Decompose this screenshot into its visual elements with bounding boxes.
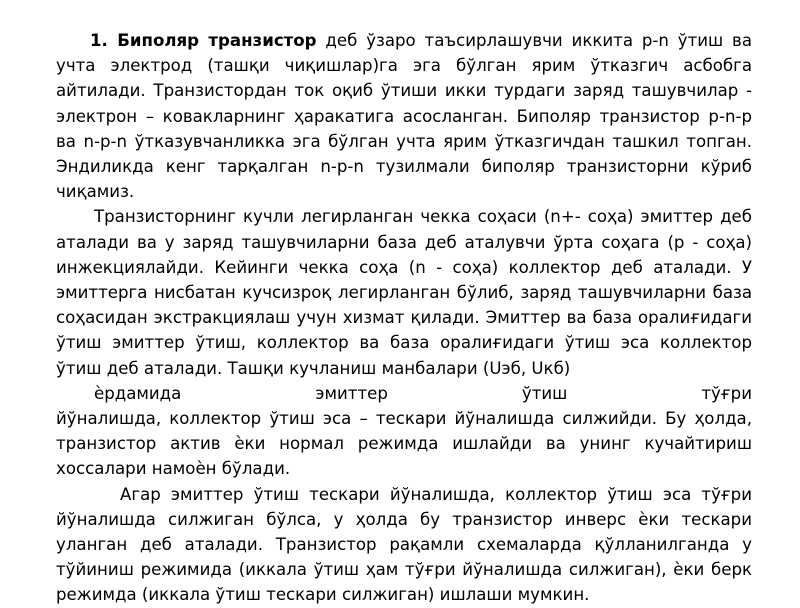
paragraph-modes — [56, 482, 752, 608]
paragraph-modes-text: Агар эмиттер ўтиш тескари йўналишда, коллектор ўтиш эса тўғри йўналишда силжиган бўлса, у ҳолда бу транзистор инверс ѐки тескари уланган деб аталади. Транзистор рақамли схемаларда қўлланилганда у тўйиниш режимида (иккала ўтиш ҳам тўғри йўналишда силжиган), ѐки берк режимда (иккала ўтиш тескари силжиган) ишлаши мумкин. — [56, 484, 752, 605]
paragraph-structure — [56, 204, 752, 481]
document-page — [56, 28, 752, 608]
section-heading: 1. Биполяр транзистор — [90, 31, 317, 50]
paragraph-structure-text: Транзисторнинг кучли легирланган чекка соҳаси (n+- соҳа) эмиттер деб аталади ва у заряд ташувчиларни база деб аталувчи ўрта соҳага (p - соҳа) инжекциялайди. Кейинги чекка соҳа (n - соҳа) коллектор деб аталади. У эмиттерга нисбатан кучсизроқ легирланган бўлиб, заряд ташувчиларни база соҳасидан экстракциялаш учун хизмат қилади. Эмиттер ва база оралиғидаги ўтиш эмиттер ўтиш, коллектор ва база оралиғидаги ўтиш эса коллектор ўтиш деб аталади. Ташқи кучланиш манбалари (Uэб, Uкб) — [56, 207, 752, 378]
paragraph-definition — [56, 28, 752, 204]
paragraph-definition-text: деб ўзаро таъсирлашувчи иккита p-n ўтиш ва учта электрод (ташқи чиқишлар)га эга бўлган ярим ўтказгич асбобга айтилади. Транзистордан ток оқиб ўтиши икки турдаги заряд ташувчилар - электрон – ковакларнинг ҳаракатига асосланган. Биполяр транзистор p-n-p ва n-p-n ўтказувчанликка эга бўлган учта ярим ўтказгичдан ташкил топган. Эндиликда кенг тарқалган n-p-n тузилмали биполяр транзисторни кўриб чиқамиз. — [56, 31, 753, 202]
paragraph-structure-text-end: йўналишда, коллектор ўтиш эса – тескари йўналишда силжийди. Бу ҳолда, транзистор актив ѐки нормал режимда ишлайди ва унинг кучайтириш хоссалари намоѐн бўлади. — [56, 409, 752, 479]
paragraph-structure-spread-line: ѐрдамида эмиттер ўтиш тўғри — [94, 383, 752, 403]
